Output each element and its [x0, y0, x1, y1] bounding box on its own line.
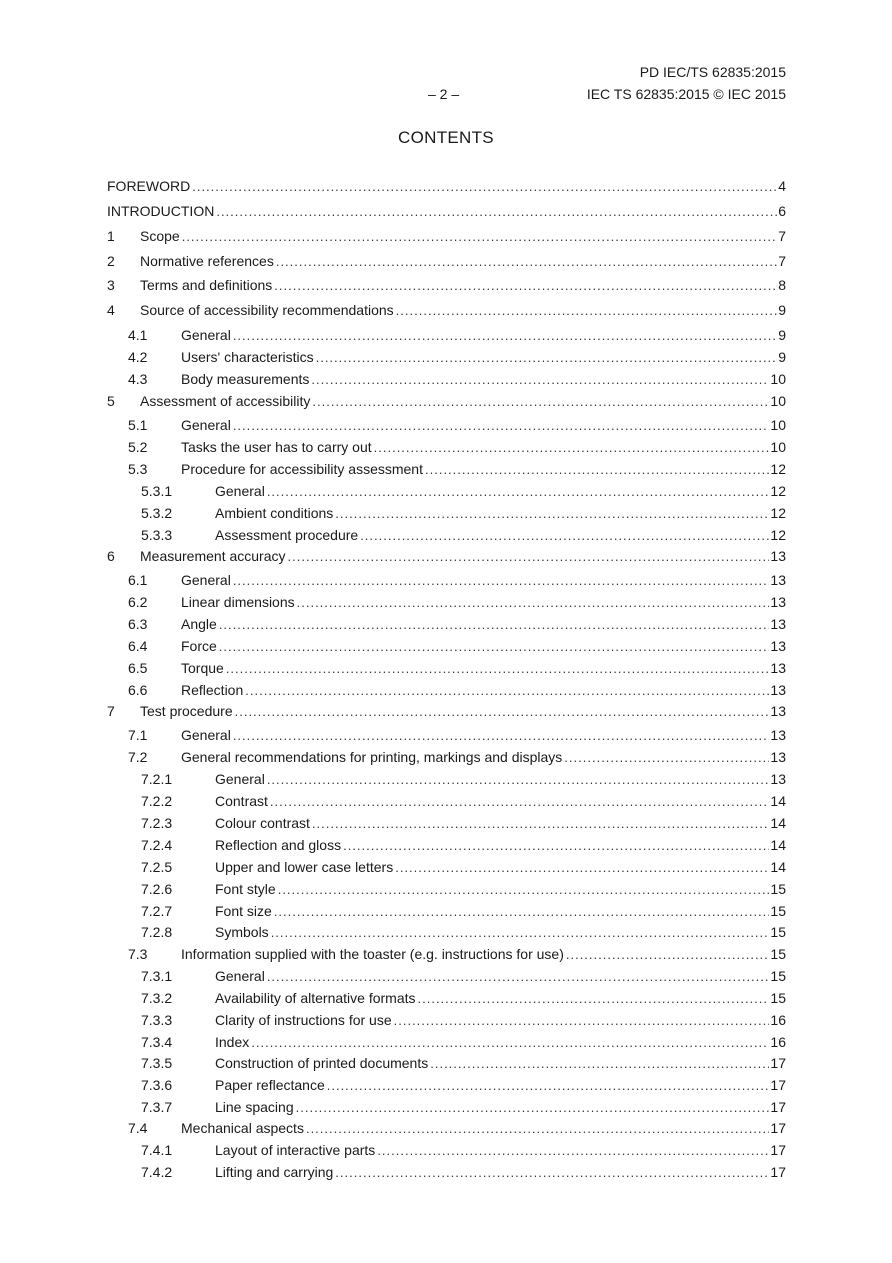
toc-entry-title: Upper and lower case letters [215, 859, 394, 875]
toc-entry-page: 15 [770, 990, 786, 1006]
toc-entry[interactable] [0, 791, 892, 811]
toc-entry-page: 17 [770, 1142, 786, 1158]
toc-entry-page: 7 [778, 253, 786, 269]
toc-entry-page: 13 [770, 682, 786, 698]
toc-entry[interactable] [0, 592, 892, 612]
toc-entry[interactable] [0, 614, 892, 634]
toc-entry-page: 14 [770, 793, 786, 809]
toc-entry[interactable] [0, 437, 892, 457]
toc-entry-page: 13 [770, 771, 786, 787]
toc-entry-title: Ambient conditions [215, 505, 334, 521]
toc-entry-line [215, 922, 786, 943]
toc-entry-title: Users' characteristics [181, 349, 314, 365]
contents-heading: CONTENTS [398, 128, 494, 147]
toc-entry-page: 9 [778, 327, 786, 343]
toc-entry-page: 17 [770, 1077, 786, 1093]
toc-entry-line [181, 658, 786, 679]
dot-leader [233, 571, 770, 591]
toc-entry-title: Information supplied with the toaster (e.g. instructions for use) [181, 946, 564, 962]
toc-entry[interactable] [0, 391, 892, 411]
toc-entry[interactable] [0, 459, 892, 479]
toc-entry-title: General [181, 572, 231, 588]
toc-entry-number: 7.3.5 [141, 1055, 173, 1071]
toc-entry-line [215, 1053, 786, 1074]
toc-entry-line [107, 201, 786, 222]
page-header [0, 64, 892, 108]
toc-entry-line [215, 1140, 786, 1161]
toc-entry-number: 7.4 [128, 1120, 148, 1136]
dot-leader [216, 202, 777, 222]
toc-entry-title: Source of accessibility recommendations [140, 302, 394, 318]
toc-entry[interactable] [0, 813, 892, 833]
standard-reference: IEC TS 62835:2015 © IEC 2015 [586, 86, 786, 102]
toc-entry-number: 7.3.6 [141, 1077, 173, 1093]
dot-leader [192, 177, 777, 197]
toc-entry[interactable] [0, 1118, 892, 1138]
toc-entry-title: Assessment of accessibility [140, 393, 311, 409]
toc-entry[interactable] [0, 636, 892, 656]
toc-entry[interactable] [0, 525, 892, 545]
toc-entry-title: Test procedure [140, 703, 233, 719]
dot-leader [278, 880, 770, 900]
toc-entry-number: 7.3.7 [141, 1099, 173, 1115]
dot-leader [182, 227, 778, 247]
toc-entry-number: 4 [107, 302, 115, 318]
toc-entry-line [140, 546, 786, 567]
toc-entry-line [215, 857, 786, 878]
toc-entry-number: 7.3.3 [141, 1012, 173, 1028]
dot-leader [311, 370, 769, 390]
toc-entry[interactable] [0, 725, 892, 745]
toc-entry-number: 2 [107, 253, 115, 269]
dot-leader [270, 792, 770, 812]
toc-entry-line [181, 347, 786, 368]
toc-entry[interactable] [0, 251, 892, 271]
toc-entry-title: Index [215, 1034, 250, 1050]
toc-entry-number: 7.2.1 [141, 771, 173, 787]
toc-entry-title: General recommendations for printing, markings and displays [181, 749, 563, 765]
dot-leader [276, 252, 777, 272]
dot-leader [395, 858, 769, 878]
toc-entry-title: Linear dimensions [181, 594, 295, 610]
toc-entry-number: 4.2 [128, 349, 148, 365]
toc-entry-line [181, 1118, 786, 1139]
toc-entry-line [215, 901, 786, 922]
toc-entry-line [215, 1097, 786, 1118]
toc-entry-number: 3 [107, 277, 115, 293]
dot-leader [377, 1141, 769, 1161]
toc-entry-line [140, 275, 786, 296]
toc-entry[interactable] [0, 1140, 892, 1160]
toc-entry-number: 7.2.5 [141, 859, 173, 875]
dot-leader [288, 547, 770, 567]
toc-entry[interactable] [0, 701, 892, 721]
toc-entry-line [140, 701, 786, 722]
toc-entry[interactable] [0, 1032, 892, 1052]
toc-entry-page: 12 [770, 527, 786, 543]
dot-leader [312, 814, 769, 834]
toc-entry-line [215, 481, 786, 502]
toc-entry-title: INTRODUCTION [107, 203, 215, 219]
toc-entry-title: Torque [181, 660, 224, 676]
toc-entry-page: 12 [770, 483, 786, 499]
toc-entry-number: 6 [107, 548, 115, 564]
dot-leader [425, 460, 769, 480]
toc-entry-number: 7.2.7 [141, 903, 173, 919]
dot-leader [245, 681, 769, 701]
toc-entry[interactable] [0, 658, 892, 678]
toc-entry-number: 6.2 [128, 594, 148, 610]
toc-entry-page: 15 [770, 924, 786, 940]
toc-entry[interactable] [0, 1075, 892, 1095]
toc-entry-number: 5.3.3 [141, 527, 173, 543]
toc-entry[interactable] [0, 300, 892, 320]
toc-entry-page: 12 [770, 505, 786, 521]
toc-entry[interactable] [0, 176, 892, 196]
toc-entry-page: 13 [770, 572, 786, 588]
toc-entry-title: General [215, 771, 265, 787]
dot-leader [418, 989, 770, 1009]
toc-entry-page: 13 [770, 638, 786, 654]
toc-entry-line [181, 747, 786, 768]
toc-entry-title: General [215, 968, 265, 984]
toc-entry-number: 7 [107, 703, 115, 719]
toc-entry-number: 7.2.3 [141, 815, 173, 831]
toc-entry-page: 6 [778, 203, 786, 219]
dot-leader [374, 438, 770, 458]
toc-entry[interactable] [0, 347, 892, 367]
toc-entry-page: 17 [770, 1164, 786, 1180]
toc-entry[interactable] [0, 275, 892, 295]
toc-entry-title: General [181, 417, 231, 433]
toc-entry-line [140, 300, 786, 321]
toc-entry-title: Font style [215, 881, 276, 897]
toc-entry-title: Lifting and carrying [215, 1164, 334, 1180]
toc-entry-number: 7.3 [128, 946, 148, 962]
toc-entry-title: Layout of interactive parts [215, 1142, 376, 1158]
toc-entry[interactable] [0, 835, 892, 855]
dot-leader [312, 392, 769, 412]
toc-entry-line [181, 459, 786, 480]
toc-entry-number: 6.4 [128, 638, 148, 654]
toc-entry-page: 4 [778, 178, 786, 194]
toc-entry-number: 6.6 [128, 682, 148, 698]
toc-entry[interactable] [0, 901, 892, 921]
dot-leader [296, 1098, 770, 1118]
dot-leader [233, 326, 777, 346]
toc-entry-line [215, 503, 786, 524]
toc-entry-number: 7.2.6 [141, 881, 173, 897]
dot-leader [226, 659, 770, 679]
toc-entry-number: 7.1 [128, 727, 148, 743]
dot-leader [219, 637, 770, 657]
toc-entry-title: Clarity of instructions for use [215, 1012, 392, 1028]
toc-entry[interactable] [0, 944, 892, 964]
toc-entry-title: FOREWORD [107, 178, 191, 194]
toc-entry-page: 13 [770, 660, 786, 676]
toc-entry-title: Scope [140, 228, 180, 244]
toc-entry-page: 13 [770, 616, 786, 632]
toc-entry-page: 7 [778, 228, 786, 244]
toc-entry-title: Construction of printed documents [215, 1055, 429, 1071]
dot-leader [235, 702, 770, 722]
dot-leader [564, 748, 769, 768]
toc-entry-page: 12 [770, 461, 786, 477]
toc-entry[interactable] [0, 857, 892, 877]
toc-entry-page: 17 [770, 1099, 786, 1115]
toc-entry-title: Paper reflectance [215, 1077, 325, 1093]
toc-entry-line [215, 1010, 786, 1031]
dot-leader [274, 276, 777, 296]
toc-entry-page: 17 [770, 1055, 786, 1071]
toc-entry-page: 9 [778, 349, 786, 365]
toc-entry-page: 13 [770, 703, 786, 719]
toc-entry-number: 7.2.4 [141, 837, 173, 853]
toc-entry[interactable] [0, 747, 892, 767]
toc-entry-page: 10 [770, 393, 786, 409]
toc-entry-page: 14 [770, 815, 786, 831]
toc-entry-number: 5.3.2 [141, 505, 173, 521]
toc-entry[interactable] [0, 570, 892, 590]
toc-entry-title: Line spacing [215, 1099, 294, 1115]
toc-entry[interactable] [0, 415, 892, 435]
toc-entry[interactable] [0, 503, 892, 523]
toc-entry-line [181, 680, 786, 701]
toc-entry-line [215, 813, 786, 834]
toc-entry-title: Terms and definitions [140, 277, 273, 293]
toc-entry-number: 6.1 [128, 572, 148, 588]
dot-leader [274, 902, 770, 922]
toc-entry-line [215, 988, 786, 1009]
toc-entry-title: Reflection [181, 682, 244, 698]
toc-entry-title: Normative references [140, 253, 274, 269]
toc-entry[interactable] [0, 1053, 892, 1073]
dot-leader [316, 348, 778, 368]
toc-entry-page: 9 [778, 302, 786, 318]
toc-entry-page: 13 [770, 749, 786, 765]
toc-entry-line [107, 176, 786, 197]
toc-entry-line [181, 636, 786, 657]
dot-leader [271, 923, 770, 943]
dot-leader [335, 504, 769, 524]
toc-entry-title: General [215, 483, 265, 499]
toc-entry-title: Symbols [215, 924, 269, 940]
toc-entry-number: 7.4.2 [141, 1164, 173, 1180]
toc-entry[interactable] [0, 369, 892, 389]
toc-entry-line [215, 1032, 786, 1053]
toc-entry-line [215, 525, 786, 546]
toc-entry[interactable] [0, 680, 892, 700]
toc-entry-number: 1 [107, 228, 115, 244]
toc-entry-page: 13 [770, 594, 786, 610]
toc-entry-number: 5.2 [128, 439, 148, 455]
dot-leader [233, 726, 770, 746]
toc-entry-number: 5 [107, 393, 115, 409]
toc-entry-page: 10 [770, 439, 786, 455]
toc-entry-page: 14 [770, 859, 786, 875]
toc-entry-title: Assessment procedure [215, 527, 359, 543]
toc-entry-line [215, 1162, 786, 1183]
toc-entry-page: 16 [770, 1012, 786, 1028]
toc-entry-number: 7.2.8 [141, 924, 173, 940]
toc-entry-line [140, 226, 786, 247]
toc-entry-number: 5.1 [128, 417, 148, 433]
toc-entry-page: 13 [770, 548, 786, 564]
dot-leader [430, 1054, 769, 1074]
dot-leader [360, 526, 769, 546]
toc-entry[interactable] [0, 201, 892, 221]
toc-entry-title: Availability of alternative formats [215, 990, 416, 1006]
dot-leader [394, 1011, 770, 1031]
toc-entry-title: Body measurements [181, 371, 310, 387]
dot-leader [233, 416, 770, 436]
toc-entry[interactable] [0, 769, 892, 789]
document-id: PD IEC/TS 62835:2015 [639, 64, 786, 80]
toc-entry-line [140, 391, 786, 412]
toc-entry[interactable] [0, 879, 892, 899]
toc-entry-line [181, 325, 786, 346]
toc-entry-page: 17 [770, 1120, 786, 1136]
toc-entry-line [140, 251, 786, 272]
dot-leader [267, 967, 770, 987]
toc-entry-page: 15 [770, 968, 786, 984]
dot-leader [267, 482, 770, 502]
toc-entry-title: Mechanical aspects [181, 1120, 304, 1136]
toc-entry-line [181, 592, 786, 613]
toc-entry[interactable] [0, 481, 892, 501]
toc-entry-line [181, 570, 786, 591]
toc-entry-number: 5.3.1 [141, 483, 173, 499]
dot-leader [251, 1033, 769, 1053]
toc-entry-title: General [181, 727, 231, 743]
toc-entry-page: 14 [770, 837, 786, 853]
toc-entry[interactable] [0, 546, 892, 566]
toc-entry-page: 8 [778, 277, 786, 293]
toc-entry-line [215, 1075, 786, 1096]
dot-leader [327, 1076, 770, 1096]
toc-entry-title: Contrast [215, 793, 268, 809]
toc-entry-title: Tasks the user has to carry out [181, 439, 372, 455]
dot-leader [343, 836, 769, 856]
toc-entry[interactable] [0, 922, 892, 942]
toc-entry-line [215, 769, 786, 790]
toc-entry[interactable] [0, 1162, 892, 1182]
toc-entry-line [181, 369, 786, 390]
toc-entry-line [181, 415, 786, 436]
toc-entry[interactable] [0, 1097, 892, 1117]
toc-entry-number: 4.3 [128, 371, 148, 387]
toc-entry-title: Measurement accuracy [140, 548, 286, 564]
toc-entry-number: 7.3.1 [141, 968, 173, 984]
toc-entry[interactable] [0, 226, 892, 246]
toc-entry-line [181, 944, 786, 965]
toc-entry-number: 7.4.1 [141, 1142, 173, 1158]
toc-entry-title: Angle [181, 616, 217, 632]
toc-entry[interactable] [0, 325, 892, 345]
page-number: – 2 – [428, 86, 460, 102]
toc-entry-page: 13 [770, 727, 786, 743]
toc-entry-number: 5.3 [128, 461, 148, 477]
toc-entry-title: Colour contrast [215, 815, 310, 831]
dot-leader [219, 615, 770, 635]
dot-leader [267, 770, 770, 790]
toc-entry-line [215, 966, 786, 987]
dot-leader [335, 1163, 769, 1183]
toc-entry-page: 15 [770, 946, 786, 962]
toc-entry-title: Reflection and gloss [215, 837, 342, 853]
toc-entry-line [215, 791, 786, 812]
toc-entry-number: 7.3.4 [141, 1034, 173, 1050]
toc-entry[interactable] [0, 966, 892, 986]
toc-entry-number: 7.2.2 [141, 793, 173, 809]
dot-leader [566, 945, 770, 965]
toc-entry-title: General [181, 327, 231, 343]
toc-entry-line [181, 437, 786, 458]
toc-entry-page: 10 [770, 417, 786, 433]
dot-leader [396, 301, 778, 321]
toc-entry-line [215, 879, 786, 900]
dot-leader [297, 593, 770, 613]
toc-entry[interactable] [0, 1010, 892, 1030]
toc-entry-number: 4.1 [128, 327, 148, 343]
toc-entry-page: 10 [770, 371, 786, 387]
toc-entry-title: Procedure for accessibility assessment [181, 461, 423, 477]
toc-entry-title: Font size [215, 903, 272, 919]
toc-entry-title: Force [181, 638, 217, 654]
toc-entry[interactable] [0, 988, 892, 1008]
toc-entry-line [181, 614, 786, 635]
dot-leader [306, 1119, 769, 1139]
toc-entry-number: 7.3.2 [141, 990, 173, 1006]
toc-entry-number: 6.5 [128, 660, 148, 676]
toc-entry-line [181, 725, 786, 746]
toc-entry-number: 6.3 [128, 616, 148, 632]
toc-entry-line [215, 835, 786, 856]
toc-entry-number: 7.2 [128, 749, 148, 765]
toc-entry-page: 15 [770, 903, 786, 919]
toc-entry-page: 16 [770, 1034, 786, 1050]
toc-entry-page: 15 [770, 881, 786, 897]
